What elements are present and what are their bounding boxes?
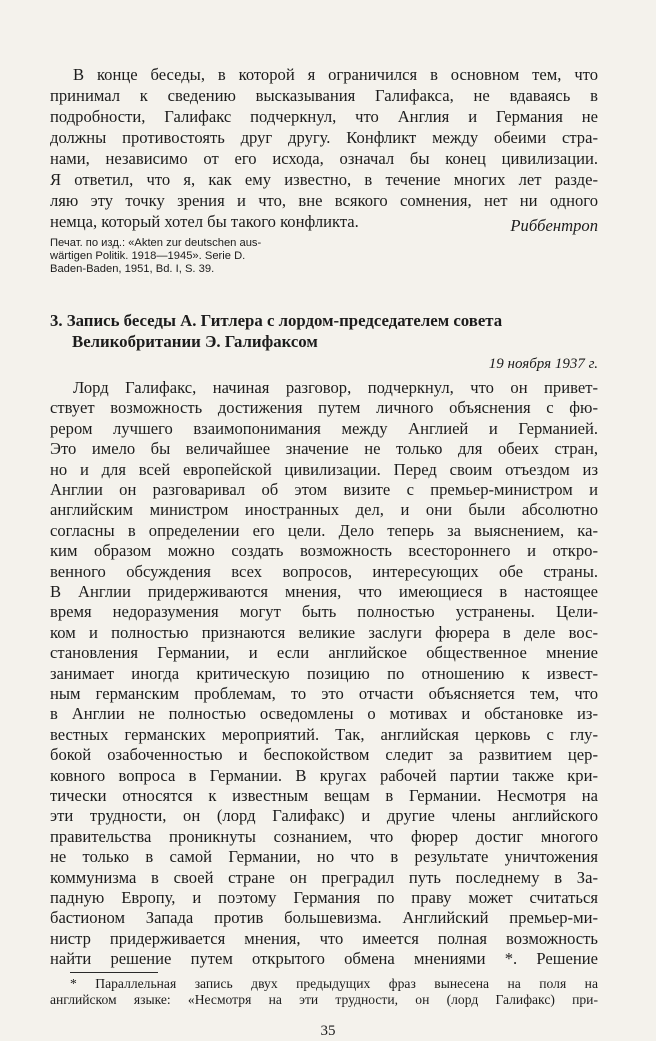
text-line: Это имело бы величайшее значение не только для обеих стран, [50, 439, 598, 459]
text-line: тически относятся к известным вещам в Германии. Несмотря на [50, 786, 598, 805]
text-line: время недоразумения могут быть полностью устранены. Цели- [50, 602, 598, 622]
citation-line: Печат. по изд.: «Akten zur deutschen aus- [50, 237, 262, 249]
text-line: английским министром иностранных дел, и они были абсолютно [50, 500, 598, 520]
text-line: подробности, Галифакс подчеркнул, что Англия и Германия не [50, 107, 598, 126]
text-line: Лорд Галифакс, начиная разговор, подчеркнул, что он привет- [73, 378, 598, 397]
signature: Риббентроп [510, 216, 598, 235]
page-number: 35 [320, 1023, 336, 1040]
citation-line: wärtigen Politik. 1918—1945». Serie D. [50, 250, 246, 262]
text-line: принимал к сведению высказывания Галифакса, не вдаваясь в [50, 86, 598, 105]
footnote-line: английском языке: «Несмотря на эти трудности, он (лорд Галифакс) при- [50, 992, 598, 1008]
text-line: но и для всей европейской цивилизации. Перед своим отъездом из [50, 459, 598, 479]
text-line: ствует возможность достижения путем личного объяснения с фю- [50, 398, 598, 418]
text-line: падную Европу, и поэтому Германия по праву может считаться [50, 888, 598, 907]
text-line: в Англии не полностью осведомлены о мотивах и обстановке из- [50, 704, 598, 724]
text-line: ковного вопроса в Германии. В кругах рабочей партии также кри- [50, 765, 598, 785]
text-line: рером лучшего взаимопонимания между Англией и Германией. [50, 418, 598, 438]
text-line: занимает иногда критическую позицию по отношению к извест- [50, 663, 598, 683]
footnote-line: * Параллельная запись двух предыдущих фраз вынесена на поля на [70, 976, 598, 992]
heading-line: 3. Запись беседы А. Гитлера с лордом-председателем совета [50, 311, 503, 330]
text-line: бокой озабоченностью и беспокойством следит за развитием цер- [50, 745, 598, 765]
text-line: нами, независимо от его исхода, означал бы конец цивилизации. [50, 149, 598, 168]
text-line: согласны в определении его цели. Дело теперь за выяснением, ка- [50, 520, 598, 540]
text-line: ком и полностью признаются великие заслуги фюрера в деле вос- [50, 622, 598, 642]
heading-line: Великобритании Э. Галифаксом [72, 332, 318, 351]
text-line: Англии он разговаривал об этом визите с премьер-министром и [50, 480, 598, 499]
text-line: коммунизма в своей стране он преградил путь последнему в За- [50, 867, 598, 887]
text-line: правительства проникнуты сознанием, что фюрер достиг многого [50, 826, 598, 846]
text-line: становления Германии, и если английское общественное мнение [50, 643, 598, 663]
citation-line: Baden-Baden, 1951, Bd. I, S. 39. [50, 263, 215, 275]
text-line: венного обсуждения всех вопросов, интересующих обе страны. [50, 561, 598, 581]
text-line: Я ответил, что я, как ему известно, в течение многих лет разде- [50, 170, 598, 189]
text-line: вестных германских мероприятий. Так, английская церковь с глу- [50, 724, 598, 744]
text-line: должны противостоять друг другу. Конфликт между обеими стра- [50, 128, 598, 147]
footnote-rule [70, 972, 158, 973]
text-line: бастионом Запада против большевизма. Английский премьер-ми- [50, 908, 598, 928]
text-line: немца, который хотел бы такого конфликта. [50, 212, 359, 231]
text-line: ляю эту точку зрения и что, вне всякого сомнения, нет ни одного [50, 191, 598, 210]
text-line: не только в самой Германии, но что в результате уничтожения [50, 847, 598, 867]
text-line: ким образом можно создать возможность всестороннего и откро- [50, 541, 598, 561]
text-line: найти решение путем открытого обмена мнениями *. Решение [50, 949, 598, 969]
text-line: В Англии придерживаются мнения, что имеющиеся в настоящее [50, 582, 598, 601]
text-line: нистр придерживается мнения, что имеется полная возможность [50, 928, 598, 948]
text-line: эти трудности, он (лорд Галифакс) и другие члены английского [50, 806, 598, 826]
text-line: В конце беседы, в которой я ограничился в основном тем, что [73, 65, 598, 84]
text-line: ным германским проблемам, то это отчасти объясняется тем, что [50, 684, 598, 703]
document-date: 19 ноября 1937 г. [488, 356, 598, 372]
